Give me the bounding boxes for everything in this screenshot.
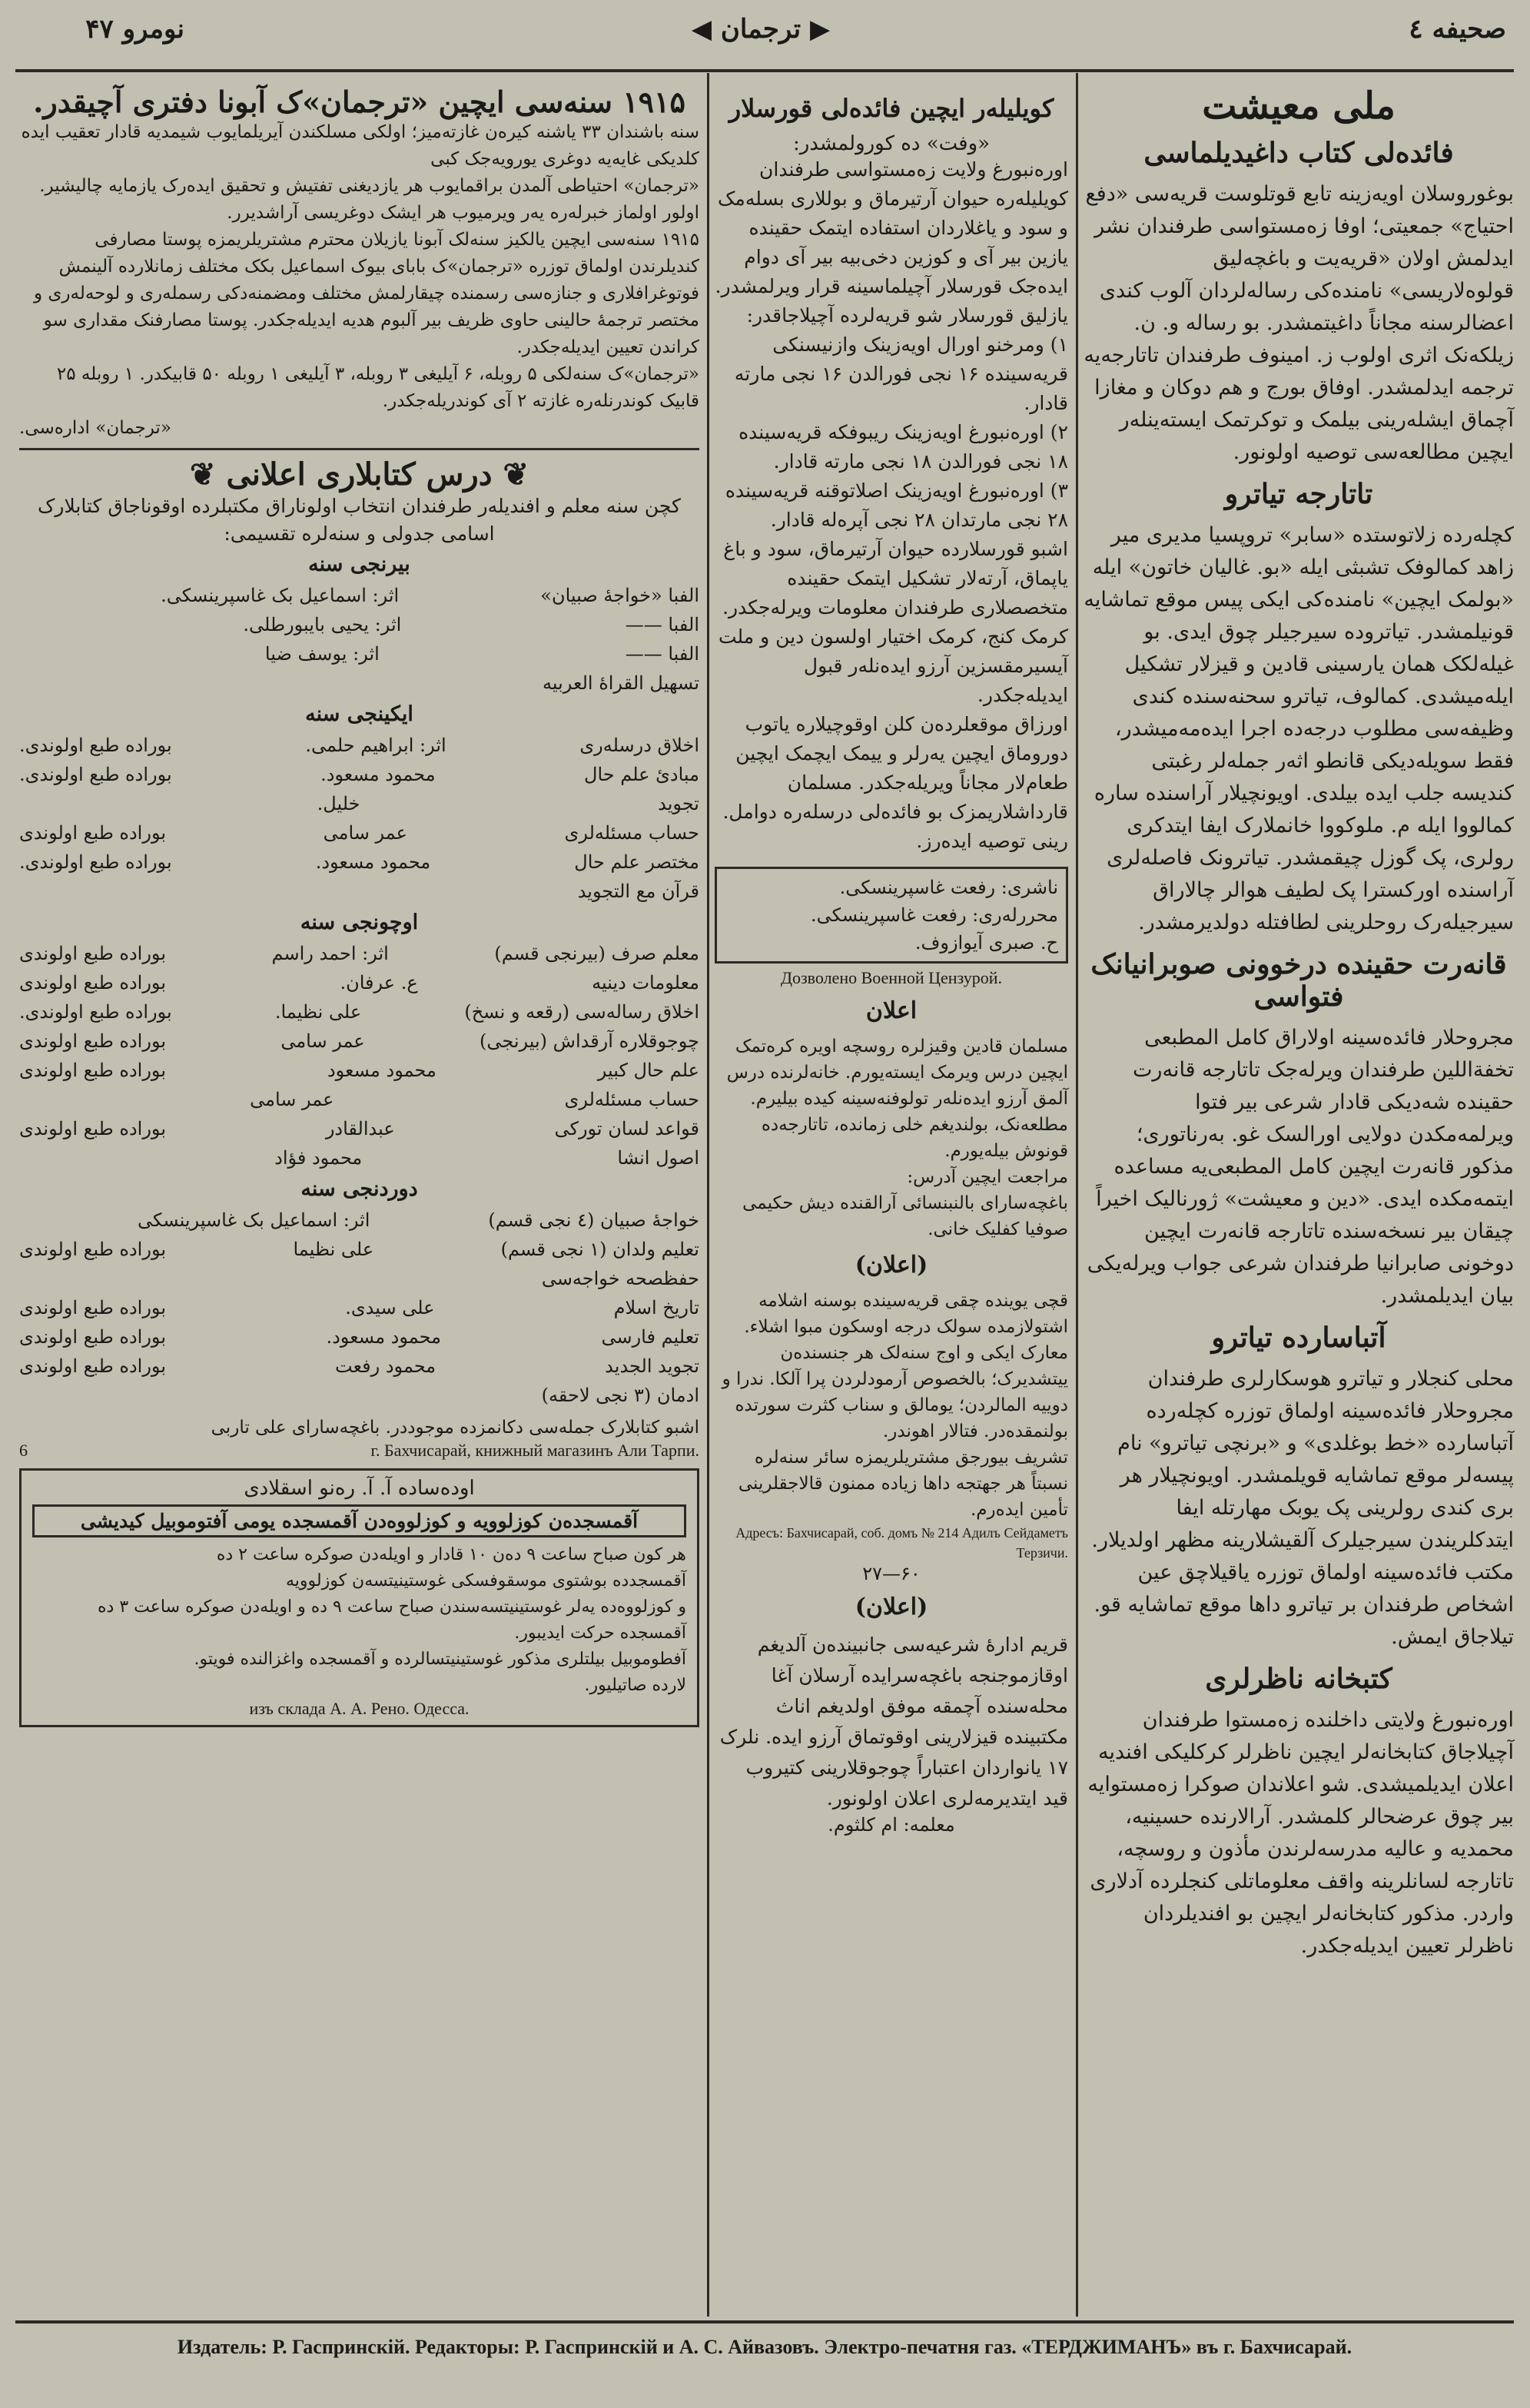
ad-title: (اعلان) [855,1252,928,1279]
publisher-name: رفعت غاسپرینسکی. [839,877,996,898]
book-title: اخلاق درسلەری [579,735,699,756]
header-rule [15,69,1514,72]
subscription-paragraph: ۱۹۱۵ سنەسی ایچین یالکیز سنەلک آبونا یازیلان محترم مشتریلریمزە پوستا مصارفی کندیلرندن اولماق توزره «ترجمان»‌ک بابای بیوک اسماعیل بکک مختلف زمانلاردە آلینمش فوتوغرافلاری و جنازەسی رسمندە چیقارلمش مختلف ومضمنەدکی رسملەری و لوحەلەری و مختصر ترجمۀ حالینی حاوی ظریف بیر آلبوم هدیه ایدیلەجکدر. پوستا مصارفنک مقداری سو کراندن تعیین ایدیلەجکدر. [33,230,699,357]
editors-label: محررلەری: [972,904,1058,926]
ad-address: باغچەسارای بالنبنسائی آرالقندە دیش حکیمی صوفیا کفلیک خانی. [742,1193,1068,1239]
article-title: آتباساردە تیاترو [1211,1322,1386,1354]
book-note: بوراده طبع اولوندی. [19,1001,172,1023]
subscription-paragraph: «ترجمان» احتیاطی آلمدن براقمایوب هر یازدیغنی تفتیش و تحقیق ایدەرک یازمایه چالیشیر. اولور اولماز خبرلەره یەر ویرمیوب هر ایشک دوغریسی آراشدیرر. [39,176,699,223]
book-row [19,1085,699,1114]
masthead-text: ترجمان [720,14,802,45]
book-note: بوراده طبع اولوندی. [19,735,172,756]
book-row [19,731,699,760]
book-title: تاریخ اسلام [613,1297,699,1318]
ad-line: هر کون صباح ساعت ۹ دەن ۱۰ قادار و اویلەدن صوکره ساعت ۲ ده [216,1545,686,1564]
ad-line: و کوزلووەده یەلر غوستینیتسەسندن صباح ساعت ۹ ده و اویلەدن صوکره ساعت ۳ ده [98,1597,686,1617]
editor-name: ح. صبری آیوازوف. [914,932,1058,954]
book-author: ع. عرفان. [340,972,418,993]
book-row [19,1264,699,1293]
book-author: محمود رفعت [335,1355,436,1377]
ad-number: ۶۰—۲۷ [862,1563,921,1584]
course-list-item: ۲) اورەنبورغ اویەزینک ریبوفکه قریەسینده ۱۸ نجی فورالدن ۱۸ نجی مارته قادار. [738,421,1068,473]
automobile-ad [19,1468,699,1727]
book-row [19,968,699,997]
book-author: اثر: یوسف ضیا [264,643,380,665]
book-author: اثر: یحیی بایبورطلی. [243,614,402,635]
book-note: بوراده طبع اولوندی [19,1326,167,1348]
year-title: بیرنجی سنه [308,552,410,576]
ad-line: آقمسجده حرکت ایدیبور. [514,1624,686,1643]
ad-body: مسلمان قادین وقیزلرە روسچه اویرە کرەتمک ایچین درس ویرمک ایستەیورم. خانەلرندە درس آلمق آرزو ایدەنلەر تولوفنەسینە کیدە بیلیرم. مطلعەنک، بولندیغم خلی زمانده، تاتارجەده قونوش بیلەیورم. [726,1037,1068,1161]
book-note: بوراده طبع اولوندی [19,972,167,993]
books-intro: کچن سنه معلم و افندیلەر طرفندان انتخاب اولوناراق مکتبلردە اوقوناجاق کتابلارک اسامی جدولی و سنەلره تقسیمی: [38,495,681,545]
right-ornament-icon: ▶ [809,14,831,45]
book-title: خواجۀ صبیان (٤ نجی قسم) [488,1209,699,1231]
book-title: قواعد لسان تورکی [554,1118,699,1139]
page-number-label: صحیفه ٤ [1409,14,1506,45]
book-title: اخلاق رسالەسی (رقعه و نسخ) [464,1001,699,1023]
books-footer-ru: г. Бахчисарай, книжный магазинъ Али Тарпи. [370,1441,699,1460]
books-footer-ru-row [19,1441,699,1461]
imprint-box [715,867,1068,964]
book-title: قرآن مع التجوید [577,881,699,902]
book-note: بوراده طبع اولوندی [19,1297,167,1318]
book-title: حساب مسئلەلری [564,1089,699,1110]
article-body: یازلیق قورسلار شو قریەلرده آچیلاجاقدر: [746,304,1068,327]
column-middle [715,85,1068,1836]
book-row [19,639,699,668]
book-title: چوجوقلارە آرقداش (بیرنجی) [479,1030,699,1052]
article-body: مجروحلار فائدەسینه اولاراق کامل المطبعی تخفةاللین طرفندان ویرلەجک تاتارجه قانەرت حقینده شەدیکی قادار شرعی بیر فتوا ویرلمەمکدن دولایی اورالسک غو. بەرناتوری؛ مذکور قانەرت ایچین کامل المطبعی‌یه مساعده ایتمەمکده ایدی. «دین و معیشت» ژورنالیک اخیراً چیقان بیر نسخەسنده تاتارجه قانەرت ایچین دوخونی صابرانیا طرفندان شرعی جواب ویرلەیکی بیان ایدیلمشدر. [1087,1026,1514,1308]
book-note: بوراده طبع اولوندی [19,1355,167,1377]
book-note: بوراده طبع اولوندی [19,1239,167,1260]
subscription-paragraph: سنه باشندان ۳۳ یاشنه کیرەن غازتەمیز؛ اولکی مسلکندن آیریلمایوب شیمدیه قادار تعقیب ایده کلدیکی غایەیه دوغری یورویەجک کبی [21,122,699,169]
book-row [19,997,699,1027]
ad-address-label: مراجعت ایچین آدرس: [907,1167,1068,1187]
book-title: تجوید الجدید [605,1355,699,1377]
subscription-signature: «ترجمان» ادارەسی. [19,418,171,438]
masthead-label [661,14,861,45]
book-author: علی نظیما [293,1239,374,1260]
book-title: تسهیل القراۀ العربیه [542,672,699,694]
issue-number-label: نومرو ۴۷ [85,14,184,45]
course-list-item: ۳) اورەنبورغ اویەزینک اصلاتوقنه قریەسینده ۲۸ نجی مارتدان ۲۸ نجی آپرەله قادار. [725,479,1068,531]
book-note: بوراده طبع اولوندی [19,1118,167,1139]
book-row [19,1352,699,1381]
book-author: اثر: ابراهیم حلمی. [305,735,446,756]
course-list-item: ۱) ومرخنو اورال اویەزینک وازنیسنکی قریەسینده ۱۶ نجی فورالدن ۱۶ نجی مارته قادار. [734,333,1068,414]
year-title: اوچونجی سنه [300,910,419,934]
book-title: علم حال کبیر [597,1060,699,1081]
book-title: الفبا «خواجۀ صبیان» [540,585,699,606]
article-body: اشبو قورسلاردە حیوان آرتیرماق، سود و باغ یاپماق، آرتەلار تشکیل ایتمک حقینده متخصصلاری طرفندان معلومات ویرلەجکدر. کرمک کنج، کرمک اختیار اولسون دین و ملت آیسیرمقسزین آرزو ایدەنلەر قبول ایدیلەجکدر. [718,538,1068,706]
book-author: علی نظیما. [274,1001,362,1023]
book-row [19,1143,699,1172]
book-note: بوراده طبع اولوندی [19,1060,167,1081]
book-title: معلم صرف (بیرنجی قسم) [494,943,699,964]
book-row [19,610,699,639]
books-footer-number: 6 [19,1441,28,1460]
book-note: بوراده طبع اولوندی. [19,851,172,873]
article-title: کویلیلەر ایچین فائدەلی قورسلار [728,94,1054,123]
ad-signature: معلمه: ام کلثوم. [828,1814,955,1836]
book-row [19,1381,699,1410]
book-title: اصول انشا [617,1147,699,1169]
book-row [19,581,699,610]
book-title: معلومات دینیه [592,972,699,993]
left-ornament-icon: ◀ [691,14,712,45]
book-title: تعلیم ولدان (۱ نجی قسم) [500,1239,699,1260]
book-author: عبدالقادر [325,1118,395,1139]
ornament-icon: ❦ [503,456,529,493]
footer-rule [15,2320,1514,2323]
column-divider-left [707,73,709,2317]
books-title [19,456,699,493]
publisher-footer: Издатель: Р. Гаспринскій. Редакторы: Р. Гаспринскій и А. С. Айвазовъ. Электро-печатня газ. «ТЕРДЖИМАНЪ» въ г. Бахчисарай. [177,2336,1352,2358]
book-row [19,760,699,789]
book-author: عمر سامی [323,822,407,844]
book-row [19,1114,699,1143]
column-divider-right [1076,73,1078,2317]
book-title: حفظصحه خواجەسی [541,1268,699,1289]
book-title: حساب مسئلەلری [564,822,699,844]
book-author: خلیل. [317,793,360,814]
book-row [19,1027,699,1056]
book-note: بوراده طبع اولوندی [19,1030,167,1052]
book-row [19,1206,699,1235]
book-row [19,877,699,906]
editor-name: رفعت غاسپرینسکی. [811,904,967,926]
ornament-icon: ❦ [190,456,216,493]
book-title: الفبا —— [625,614,699,635]
book-author: اثر: اسماعیل بک غاسپرینسکی [137,1209,370,1231]
book-note: بوراده طبع اولوندی [19,943,167,964]
books-footer: اشبو کتابلارک جملەسی دکانمزدە موجوددر. باغچەسارای علی تاربی [211,1418,699,1438]
ad-ru-note: изъ склада А. А. Рено. Одесса. [249,1699,470,1718]
article-body: کچلەردە زلاتوستده «سابر» تروپسیا مدیری میر زاهد کمالوفک تشبثی ایله «بو. غالیان خاتون» ایله «بولمک ایچین» نامندەکی ایکی پیس موقع تماشایه قونیلمشدر. تیاترودە سیرجیلر چوق ایدی. بو غیلەلکک همان یارسینی قادین و قیزلار تشکیل ایلەمیشدی. کمالوف، تیاترو سحنەسندە کندی وظیفەسی مطلوب درجەدە اجرا ایدەمەمیشدر، فقط سویلەدیکی قانطو اثەر جمله‌لر رغبتی کندیسه جلب ایده بیلدی. اویونچیلار آراسنده ساره کمالووا ایله م. ملوکووا خانملارک ایفا ایتدکری رولری، پک گوزل چیقمشدر. تیاترونک فاصلەلری آراسنده اورکسترا پک لطیف هوالر چالاراق سیرجیلەرک روحلرینی لطافتله دولدیرمشدر. [1084,523,1514,934]
book-title: ادمان (۳ نجی لاحقه) [541,1385,699,1406]
book-title: مبادئ علم حال [584,764,699,785]
publisher-label: ناشری: [1001,877,1058,898]
book-author: عمر سامی [280,1030,365,1052]
book-row [19,1056,699,1085]
book-row [19,1322,699,1352]
book-author: اثر: اسماعیل بک غاسپرینسکی. [161,585,400,606]
book-row [19,1235,699,1264]
article-title: کتبخانه ناظرلری [1205,1663,1392,1695]
ad-body: تشریف بیورجق مشتریلریمزە سائر سنەلره نسبتاً هر جهتجه داها زیاده ممنون قالاجقلرینی تأمین ایدەرم. [738,1448,1068,1520]
book-row [19,668,699,698]
article-body: اورزاق موقعلردەن کلن اوقوچیلارە یاتوب دوروماق ایچین یەرلر و ییمک ایچمک ایچین طعام‌لار مجاناً ویریلەجکدر. مسلمان قارداشلاریمزک بو فائدەلی درسلەره دوامل. رینی توصیه ایدەرز. [722,713,1068,852]
column-left [19,85,699,1727]
book-row [19,818,699,847]
book-author: محمود مسعود. [320,764,436,785]
ad-title: (اعلان) [855,1594,928,1620]
book-row [19,1293,699,1322]
book-author: محمود مسعود. [315,851,431,873]
book-title: الفبا —— [625,643,699,665]
book-note: بوراده طبع اولوندی. [19,764,172,785]
ad-route-box: آقمسجدەن کوزلوویه و کوزلووەدن آقمسجده یومی آفتوموبیل کیدیشی [32,1504,686,1537]
year-title: دوردنجی سنه [300,1177,418,1201]
ad-title: اعلان [865,997,918,1024]
book-author: عمر سامی [250,1089,334,1110]
book-row [19,847,699,877]
ad-line: آقمسجدده بوشتوی موسقوفسکی غوستینیتسەن کوزلوویه [285,1571,686,1590]
book-author: محمود مسعود [327,1060,436,1081]
book-title: مختصر علم حال [574,851,699,873]
book-note: بوراده طبع اولوندی [19,822,167,844]
ad-line: آفطوموبیل بیلتلری مذکور غوستینیتسالردە و آقمسجدە واغزالندە فویتو. [194,1650,686,1669]
book-row [19,939,699,968]
subscription-prices: «ترجمان»‌ک سنەلکی ۵ روبله، ۶ آیلیغی ۳ روبله، ۳ آیلیغی ۱ روبله ۵۰ قابیکدر. ۱ روبله ۲۵ قابیک کوندرنلەره غازته ۲ آی کوندریلەجکدر. [56,364,699,411]
section-rule [19,448,699,450]
ad-line: لارده صاتیلیور. [584,1676,686,1695]
ad-body: قریم ادارۀ شرعیەسی جانبیندەن آلدیغم اوقازموجنجه باغچەسرایده آرسلان آغا محلەسنده آچمقه موفق اولدیغم اناث مکتبینده قیزلارینی اوقوتماق آرزو ایدە. نلرک ۱۷ یانواردان اعتباراً چوجوقلارینی کتیروب قید ایتدیرمەلری اعلان اولونور. [719,1634,1068,1809]
book-author: علی سیدی. [345,1297,435,1318]
article-body: اورەنبورغ ولایتی داخلنده زەمستوا طرفندان آچیلاجاق کتابخانەلر ایچین ناظرلر کرکلیکی افندیه اعلان ایدیلمیشدی. شو اعلاندان صوکرا زەمستوایه بیر چوق عرضحالر کلمشدر. آرالارنده حسینیه، محمدیه و عالیه مدرسەلرندن مأذون و روسچه، تاتارجه لسانلرینه واقف معلوماتلی کنجلرده آدلاری واردر. مذکور کتابخانەلر ایچین بو افندیلردان ناظرلر تعیین ایدیلەجکدر. [1087,1708,1514,1958]
article-title: تاتارجه تیاترو [1224,478,1373,510]
section-title: ملی معیشت [1202,85,1396,128]
article-body: محلی کنجلار و تیاترو هوسکارلری طرفندان مجروحلار فائدەسینه اولماق توزره کچلەردە آتباساردە «خط بوغلدی» و «برنچی تیاترو» نام پیسەلر موقع تماشایه قویلمشدر. اویونچیلار هر بری کندی رولرینی پک یوبک مهارتله ایفا ایتدکلریندن سیرجیلرک آلقیشلارینه مظهر اولدیلار. مکتب فائدەسینه اولماق توزره یاقیلاچق عین اشخاص طرفندان بر تیاترو داها موقع تماشایه قو. تیلاجاق ایمش. [1091,1367,1514,1649]
ad-title: اودەساده آ. آ. رەنو اسقلادی [244,1477,475,1500]
article-body: اورەنبورغ ولایت زەمستواسی طرفندان کویلیلەره حیوان آرتیرماق و بوللاری بسلەمک و سود و یاغلاردان استفاده ایتمک حقینده یازین بیر آی و کوزین دخی‌بیه بیر آی دوام ایدەجک قورسلار آچیلماسینه قرار ویرلمشدر. [715,158,1068,297]
year-title: ایکینجی سنه [305,702,413,726]
book-title: تعلیم فارسی [601,1326,699,1348]
book-author: محمود مسعود. [326,1326,441,1348]
book-title: تجوید [658,793,699,814]
book-author: اثر: احمد راسم [271,943,389,964]
censor-note: Дозволено Военной Цензурой. [780,968,1003,987]
book-author: محمود فؤاد [274,1147,363,1169]
column-national-life [1084,85,1514,1962]
article-body: بوغوروسلان اویەزینه تابع قوتلوست قریەسی «دفع احتیاج» جمعیتی؛ اوفا زەمستواسی طرفندان نشر ایدلمش اولان «قریەیت و باغچەلیق قولوەلاریسی» نامندەکی رسالەلردان آلوب کندی اعضالرسنه مجاناً داغیتمشدر. بو رساله و. ن. زیلکەنک اثری اولوب ز. امینوف طرفندان تاتارجەیه ترجمه ایدلمشدر. اوفاق بورج و هم دوکان و مغازا آچماق ایشلەرینی بیلمک و توکرتمک ایستەینلەر ایچین مطالعەسی توصیه اولونور. [1084,182,1514,464]
ad-body: قچی یوینده چقی قریەسینده بوسنه اشلامه اشتولازمده سولک درجه اوسکون مبوا اشلاء. معارک ایکی و اوج سنەلک هر جنسندەن ییتشدیرک؛ بالخصوص آرمودلردن پرا آلکا. ندرا و دوییه المالردن؛ یومالق و سناب کثرت سورتده بولنمقدەدر. فتالار اهوندر. [722,1291,1068,1441]
article-title: قانەرت حقینده درخوونی صوبرانیانک فتواسی [1090,948,1507,1013]
article-title: فائدەلی کتاب داغیدیلماسی [1143,137,1454,169]
subscription-headline: ۱۹۱۵ سنەسی ایچین «ترجمان»‌ک آبونا دفتری آچیقدر. [33,85,685,119]
book-row [19,789,699,818]
ad-address: Адресъ: Бахчисарай, соб. домъ № 214 Адилъ Сейдаметъ Терзичи. [735,1525,1068,1561]
books-title-text: درس کتابلاری اعلانی [226,456,493,493]
article-subtitle: «وفت» ده کورولمشدر: [792,132,991,155]
